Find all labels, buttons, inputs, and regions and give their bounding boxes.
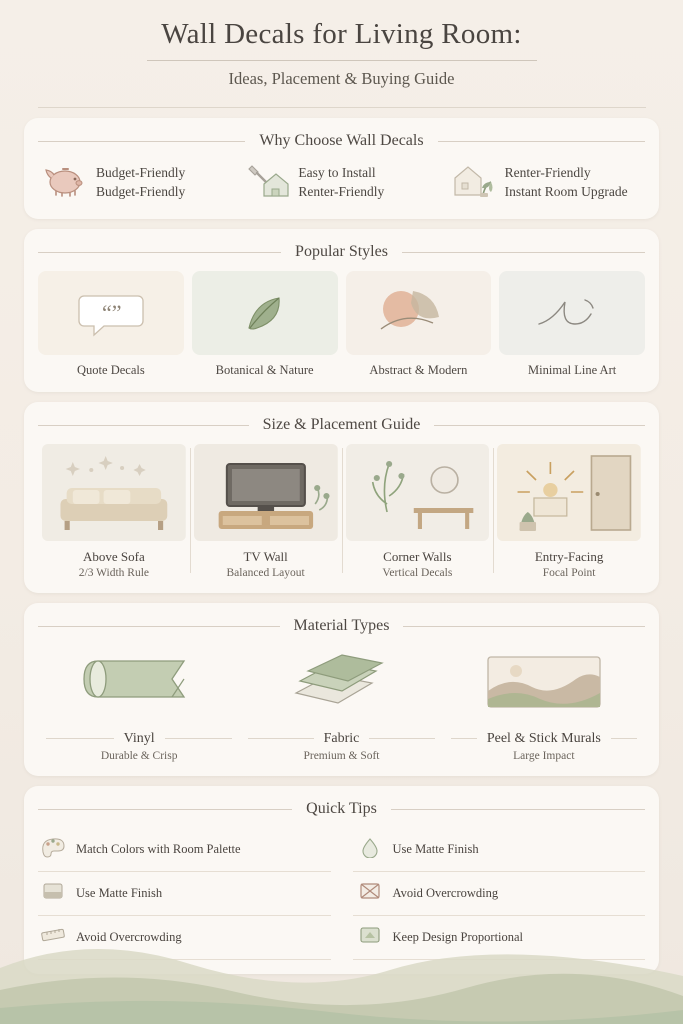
quick-tips-heading: Quick Tips	[292, 800, 391, 818]
tip-label-matte-finish-right: Use Matte Finish	[392, 842, 479, 856]
style-item-botanical[interactable]	[192, 271, 338, 378]
tip-label-avoid-overcrowding-right: Avoid Overcrowding	[392, 886, 499, 900]
style-label-quote: Quote Decals	[77, 363, 145, 377]
mural-panel-icon	[451, 645, 637, 719]
quote-bubble-icon	[38, 271, 184, 355]
why-item-install-texts	[298, 164, 384, 200]
title-divider	[147, 60, 537, 61]
why-item-budget	[38, 160, 240, 205]
leaf-icon	[192, 271, 338, 355]
tip-matte-finish-right[interactable]	[353, 828, 646, 872]
size-item-tv-wall[interactable]	[190, 444, 342, 579]
material-name-murals: Peel & Stick Murals	[477, 731, 611, 747]
material-types-heading: Material Types	[280, 617, 404, 635]
matte-swatch-icon	[40, 880, 66, 907]
page-header	[0, 0, 683, 93]
why-item-renter-line2: Instant Room Upgrade	[504, 183, 628, 199]
popular-styles-card	[24, 229, 659, 392]
abstract-shapes-icon	[346, 271, 492, 355]
size-sub-entry-facing: Focal Point	[542, 567, 596, 579]
page-subtitle: Ideas, Placement & Buying Guide	[228, 69, 455, 88]
material-heading-wrap	[38, 617, 645, 635]
material-sub-murals: Large Impact	[513, 750, 575, 762]
why-choose-heading-wrap	[38, 132, 645, 150]
why-item-budget-line2: Budget-Friendly	[96, 183, 186, 199]
why-item-renter-line1: Renter-Friendly	[504, 165, 591, 181]
why-choose-heading: Why Choose Wall Decals	[245, 132, 437, 150]
size-sub-corner-walls: Vertical Decals	[382, 567, 453, 579]
popular-styles-heading: Popular Styles	[281, 243, 402, 261]
color-palette-icon	[40, 836, 66, 863]
style-label-lineart: Minimal Line Art	[528, 363, 617, 377]
decorative-hills	[0, 904, 683, 1024]
entry-door-icon	[497, 444, 641, 541]
tv-console-icon	[194, 444, 338, 541]
why-item-budget-texts	[96, 164, 185, 200]
size-placement-heading: Size & Placement Guide	[249, 416, 435, 434]
popular-styles-row	[38, 271, 645, 378]
size-item-above-sofa[interactable]	[38, 444, 190, 579]
why-item-install	[240, 160, 442, 205]
style-label-botanical: Botanical & Nature	[215, 363, 314, 377]
size-heading-wrap	[38, 416, 645, 434]
header-divider	[38, 107, 646, 108]
why-choose-row	[38, 160, 645, 205]
tip-match-colors[interactable]	[38, 828, 331, 872]
material-name-fabric: Fabric	[314, 731, 370, 747]
tip-label-match-colors: Match Colors with Room Palette	[76, 842, 241, 856]
vinyl-roll-icon	[46, 645, 232, 719]
crossed-box-icon	[357, 880, 383, 907]
size-title-entry-facing: Entry-Facing	[534, 549, 604, 564]
piggy-bank-icon	[44, 160, 88, 205]
style-label-abstract: Abstract & Modern	[369, 363, 468, 377]
why-item-budget-line1: Budget-Friendly	[96, 165, 186, 181]
why-item-install-line2: Renter-Friendly	[298, 183, 385, 199]
tip-label-avoid-overcrowding-left: Avoid Overcrowding	[76, 930, 182, 944]
corner-table-icon	[346, 444, 490, 541]
size-sub-tv-wall: Balanced Layout	[226, 567, 305, 579]
size-title-above-sofa: Above Sofa	[83, 549, 145, 564]
why-choose-card	[24, 118, 659, 219]
why-item-renter	[443, 160, 645, 205]
why-item-renter-texts	[505, 164, 628, 200]
house-plant-icon	[449, 160, 497, 205]
material-types-row	[38, 645, 645, 762]
style-item-abstract[interactable]	[346, 271, 492, 378]
material-item-murals[interactable]	[443, 645, 645, 762]
size-item-entry-facing[interactable]	[493, 444, 645, 579]
fabric-sheets-icon	[248, 645, 434, 719]
sofa-stars-icon	[42, 444, 186, 541]
page-title: Wall Decals for Living Room:	[161, 18, 522, 50]
material-name-wrap-murals	[451, 729, 637, 747]
tip-label-matte-finish-left: Use Matte Finish	[76, 886, 163, 900]
line-art-icon	[499, 271, 645, 355]
material-sub-vinyl: Durable & Crisp	[100, 750, 178, 762]
droplet-icon	[357, 836, 383, 863]
size-title-corner-walls: Corner Walls	[383, 549, 452, 564]
material-name-vinyl: Vinyl	[114, 731, 165, 747]
style-item-quote[interactable]	[38, 271, 184, 378]
material-name-wrap-fabric	[248, 729, 434, 747]
why-item-install-line1: Easy to Install	[298, 165, 376, 181]
svg-text:“”: “”	[101, 300, 122, 325]
style-item-lineart[interactable]	[499, 271, 645, 378]
wrench-house-icon	[246, 160, 290, 205]
size-sub-above-sofa: 2/3 Width Rule	[78, 567, 149, 579]
material-types-card	[24, 603, 659, 776]
size-item-corner-walls[interactable]	[342, 444, 494, 579]
tips-heading-wrap	[38, 800, 645, 818]
material-item-vinyl[interactable]	[38, 645, 240, 762]
size-placement-row	[38, 444, 645, 579]
popular-styles-heading-wrap	[38, 243, 645, 261]
size-title-tv-wall: TV Wall	[243, 549, 288, 564]
material-item-fabric[interactable]	[240, 645, 442, 762]
material-name-wrap-vinyl	[46, 729, 232, 747]
size-placement-card	[24, 402, 659, 593]
tip-label-keep-proportional: Keep Design Proportional	[392, 930, 524, 944]
material-sub-fabric: Premium & Soft	[303, 750, 380, 762]
